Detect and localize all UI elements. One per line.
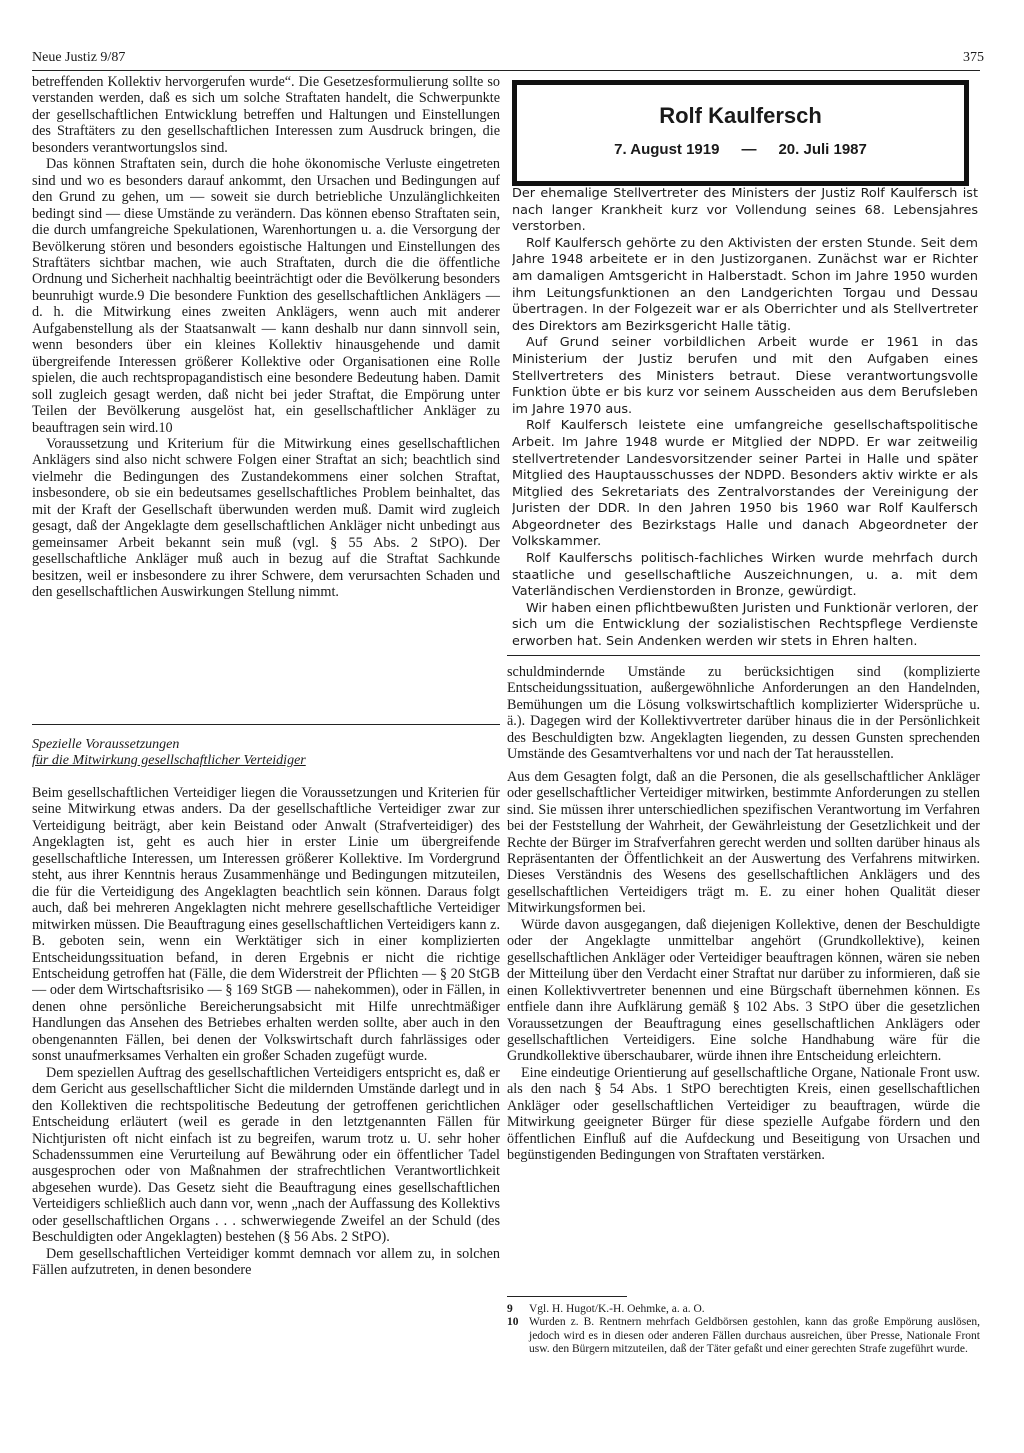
obituary-name: Rolf Kaulfersch — [659, 103, 822, 128]
obituary-paragraph: Rolf Kaulfersch leistete eine umfangreiche gesellschaftspolitische Arbeit. Im Jahre 1948 wurde er Mitglied der NDPD. Er war zeitweilig stellvertretender Landesvorsitzender seiner Partei in Halle und später Mitglied des Hauptausschusses der NDPD. Besonders aktiv wirkte er als Mitglied des Sekretariats des Zentralvorstandes der Vereinigung der Juristen der DDR. In den Jahren 1950 bis 1960 war Rolf Kaulfersch Abgeordneter des Bezirkstags Halle und danach Abgeordneter der Volkskammer. — [512, 418, 978, 550]
obituary-paragraph: Wir haben einen pflichtbewußten Juristen und Funktionär verloren, der sich um die Entwicklung der sozialistischen Rechtspflege Verdienste erworben hat. Sein Andenken werden wir stets in Ehren halten. — [512, 600, 978, 648]
obituary-header-box — [512, 80, 969, 186]
obituary-paragraph: Auf Grund seiner vorbildlichen Arbeit wurde er 1961 in das Ministerium der Justiz berufen und mit den Aufgaben eines Stellvertreters des Ministers betraut. Diese verantwortungsvolle Funktion übte er bis kurz vor seinem Ausscheiden aus dem Berufsleben im Jahre 1970 aus. — [512, 335, 978, 417]
footnote — [507, 1316, 980, 1356]
footnote-number: 9 — [507, 1303, 513, 1315]
footnote-text: Vgl. H. Hugot/K.-H. Oehmke, a. a. O. — [529, 1303, 705, 1315]
footnote-text: Wurden z. B. Rentnern mehrfach Geldbörsen gestohlen, kann das große Empörung auslösen, jedoch wird es in diesen oder anderen Fällen durchaus ausreichen, über Presse, Nationale Front usw. den Bürgern mitzuteilen, daß der Täter gefaßt und einer gerechten Strafe zugeführt wurde. — [529, 1316, 980, 1355]
paragraph: Das können Straftaten sein, durch die hohe ökonomische Verluste eingetreten sind und wo es besonders darauf ankommt, den Ursachen und Bedingungen auf den Grund zu gehen, um — soweit sie durch betriebliche Unzulänglichkeiten bedingt sind — diese Umstände zu verändern. Das können ebenso Straftaten sein, die durch umfangreiche Spekulationen, Warenhortungen u. a. die Versorgung der Bevölkerung stören und besonders egoistische Haltungen und Einstellungen des Straftäters sichtbar machen, wie auch Straftaten, durch die die öffentliche Ordnung und Sicherheit nachhaltig beeinträchtigt oder die Bevölkerung besonders beunruhigt wurde.9 Die besondere Funktion des gesellschaftlichen Anklägers — d. h. die Mitwirkung eines zweiten Anklägers, wenn auch mit anderer Aufgabenstellung als der Staatsanwalt — kann deshalb nur dann sinnvoll sein, wenn besonders über ein kleines Kollektiv hinausgehende und damit übergreifende Interessen größerer Kollektive oder Organisationen eine Rolle spielen, die auch rechtspropagandistisch eine besondere Bedeutung haben. Damit soll zugleich gesagt werden, daß nicht bei jeder Straftat, die Empörung unter Teilen der Bevölkerung ausgelöst hat, ein gesellschaftlicher Ankläger zu beauftragen sein wird.10 — [32, 156, 500, 436]
footnote-rule — [507, 1296, 627, 1297]
obituary-dates — [517, 141, 964, 158]
section-heading-line-1: Spezielle Voraussetzungen — [32, 737, 180, 752]
obituary-text — [512, 186, 978, 648]
paragraph: Voraussetzung und Kriterium für die Mitwirkung eines gesellschaftlichen Anklägers sind also nicht schwere Folgen einer Straftat an sich; beachtlich sind vielmehr die Bedingungen des Zustandekommens einer solchen Straftat, insbesondere, ob sie ein bedeutsames gesellschaftliches Problem beinhaltet, das mit der Kraft der Gesellschaft überwunden werden muß. Damit wird zugleich gesagt, daß der Angeklagte dem gesellschaftlichen Ankläger nicht unbedingt aus gemeinsamer Arbeit bekannt sein muß (vgl. § 55 Abs. 2 StPO). Der gesellschaftliche Ankläger muß auch in bezug auf die Straftat Sachkunde besitzen, weil er insbesondere zu ihrer Schwere, dem verursachten Schaden und den gesellschaftlichen Auswirkungen Stellung nimmt. — [32, 435, 500, 601]
section-heading — [32, 737, 500, 769]
footnotes — [507, 1303, 980, 1356]
date-dash: — — [741, 141, 757, 158]
birth-date: 7. August 1919 — [614, 141, 720, 158]
paragraph: Würde davon ausgegangen, daß diejenigen Kollektive, denen der Beschuldigte oder der Angeklagte unmittelbar angehört (Grundkollektive), keinen gesellschaftlichen Ankläger oder Verteidiger beauftragen können, wären sie neben der Mitteilung über den Verdacht einer Straftat nur darüber zu informieren, daß sie einen Kollektivvertreter benennen und eine Bürgschaft übernehmen können. Es entfiele dann ihre Aufklärung gemäß § 102 Abs. 3 StPO über die gesetzlichen Voraussetzungen der Beauftragung eines gesellschaftlichen Anklägers oder gesellschaftlichen Verteidigers. Eine solche Handhabung wäre für die Grundkollektive überschaubarer, würde ihnen ihre Entscheidung erleichtern. — [507, 916, 980, 1065]
section-heading-line-2: für die Mitwirkung gesellschaftlicher Verteidiger — [32, 753, 306, 768]
running-header-journal: Neue Justiz 9/87 — [32, 50, 126, 65]
left-column-bottom — [32, 785, 500, 1375]
paragraph: Aus dem Gesagten folgt, daß an die Personen, die als gesellschaftlicher Ankläger oder gesellschaftlicher Verteidiger mitwirken, bestimmte Anforderungen zu stellen sind. Sie müssen ihrer unterschiedlichen spezifischen Verantwortung im Verfahren bei der Feststellung der Wahrheit, der Gewährleistung der Gesetzlichkeit und der Rechte der Bürger im Strafverfahren gerecht werden und sollten darüber hinaus als Repräsentanten der Öffentlichkeit an der Auswertung des Verfahrens mitwirken. Dieses Verständnis des Wesens des gesellschaftlichen Anklägers und des gesellschaftlichen Verteidigers trägt m. E. zu einer hohen Qualität dieser Mitwirkungsformen bei. — [507, 768, 980, 917]
obituary-paragraph: Der ehemalige Stellvertreter des Ministers der Justiz Rolf Kaulfersch ist nach langer Krankheit kurz vor Vollendung seines 68. Lebensjahres verstorben. — [512, 186, 978, 235]
paragraph: Beim gesellschaftlichen Verteidiger liegen die Voraussetzungen und Kriterien für seine Mitwirkung etwas anders. Da der gesellschaftliche Verteidiger zwar zur Verteidigung beiträgt, aber kein Beistand oder Anwalt (Strafverteidiger) des Angeklagten ist, geht es auch hier in erster Linie um übergreifende gesellschaftliche Interessen, um Interessen größerer Kollektive. Im Vordergrund steht, aus ihrer Kenntnis heraus Zusammenhänge und Bedingungen mitzuteilen, die für die Verteidigung des Angeklagten beachtlich sein können. Daraus folgt auch, daß bei mehreren Angeklagten nicht mehrere gesellschaftliche Verteidiger mitwirken müssen. Die Beauftragung eines gesellschaftlichen Verteidigers kann z. B. geboten sein, wenn ein Werktätiger sich in einer komplizierten Entscheidungssituation befand, in deren Ergebnis er nicht die richtige Entscheidung getroffen hat (Fälle, die dem Widerstreit der Pflichten — § 20 StGB — oder dem Wirtschaftsrisiko — § 169 StGB — nahekommen), oder in Fällen, in denen ohne persönliche Bereicherungsabsicht mit Hilfe unrechtmäßiger Handlungen das Ansehen des Betriebes erhalten werden sollte, aber auch in den obengenannten Fällen, bei denen der Volkswirtschaft durch fahrlässiges oder sonst unaufmerksames Verhalten ein großer Schaden zugefügt wurde. — [32, 785, 500, 1065]
header-rule — [32, 70, 980, 71]
footnote — [507, 1303, 980, 1316]
obituary-paragraph: Rolf Kaulferschs politisch-fachliches Wirken wurde mehrfach durch staatliche und gesellschaftliche Auszeichnungen, u. a. mit dem Vaterländischen Verdienstorden in Bronze, gewürdigt. — [512, 551, 978, 600]
paragraph: Eine eindeutige Orientierung auf gesellschaftliche Organe, Nationale Front usw. als den nach § 54 Abs. 1 StPO berechtigten Kreis, einen gesellschaftlichen Ankläger oder gesellschaftlichen Verteidiger zu beauftragen, würde die Mitwirkung geeigneter Bürger für diese spezielle Aufgabe fördern und den öffentlichen Einfluß auf die Aufdeckung und Beseitigung von Ursachen und begünstigenden Bedingungen von Straftaten verstärken. — [507, 1064, 980, 1164]
paragraph: betreffenden Kollektiv hervorgerufen wurde“. Die Gesetzesformulierung sollte so verstanden werden, daß es sich um solche Straftaten handelt, die Schwerpunkte der gesellschaftlichen Entwicklung betreffen und Haltungen und Einstellungen des Straftäters zu den gesellschaftlichen Interessen zum Ausdruck bringen, die besonders verantwortungslos sind. — [32, 74, 500, 156]
right-column-continuation — [507, 664, 980, 1262]
page-number: 375 — [963, 50, 984, 65]
death-date: 20. Juli 1987 — [778, 141, 867, 158]
obituary-paragraph: Rolf Kaulfersch gehörte zu den Aktivisten der ersten Stunde. Seit dem Jahre 1948 arbeitete er in den Justizorganen. Zunächst war er Richter am damaligen Amtsgericht in Halberstadt. Schon im Jahre 1950 wurden ihm Leitungsfunktionen an den Landgerichten Torgau und Dessau übertragen. In der Folgezeit war er als Oberrichter und als Stellvertreter des Direktors am Bezirksgericht Halle tätig. — [512, 235, 978, 334]
paragraph: schuldmindernde Umstände zu berücksichtigen sind (komplizierte Entscheidungssituation, außergewöhnliche Anforderungen an den Handelnden, Bemühungen um die Lösung volkswirtschaftlich komplizierter Widersprüche u. ä.). Dagegen wird der Kollektivvertreter darüber hinaus die in der Persönlichkeit des Beschuldigten bzw. Angeklagten liegenden, zu dessen Gunsten sprechenden Umstände des Gesamtverhaltens vor und nach der Tat herausstellen. — [507, 664, 980, 763]
left-column-top — [32, 74, 500, 714]
paragraph: Dem gesellschaftlichen Verteidiger kommt demnach vor allem zu, in solchen Fällen aufzutreten, in denen besondere — [32, 1245, 500, 1279]
section-divider — [32, 724, 500, 725]
obituary-divider — [507, 655, 980, 656]
footnote-number: 10 — [507, 1316, 519, 1329]
paragraph: Dem speziellen Auftrag des gesellschaftlichen Verteidigers entspricht es, daß er dem Gericht aus gesellschaftlicher Sicht die mildernden Umstände darlegt und in den Kollektiven die rechtspolitische Bedeutung der getroffenen gerichtlichen Entscheidung erläutert (weil es gerade in den letztgenannten Fällen für Nichtjuristen oft nicht einfach ist zu begreifen, warum trotz u. U. sehr hoher Schadenssummen eine Verurteilung auf Bewährung oder ein öffentlicher Tadel ausgesprochen oder von Maßnahmen der strafrechtlichen Verantwortlichkeit abgesehen wurde). Das Gesetz sieht die Beauftragung eines gesellschaftlichen Verteidigers schließlich auch dann vor, wenn „nach der Auffassung des Kollektivs oder gesellschaftlichen Organs . . . schwerwiegende Zweifel an der Schuld (des Beschuldigten oder Angeklagten) bestehen (§ 56 Abs. 2 StPO). — [32, 1064, 500, 1246]
